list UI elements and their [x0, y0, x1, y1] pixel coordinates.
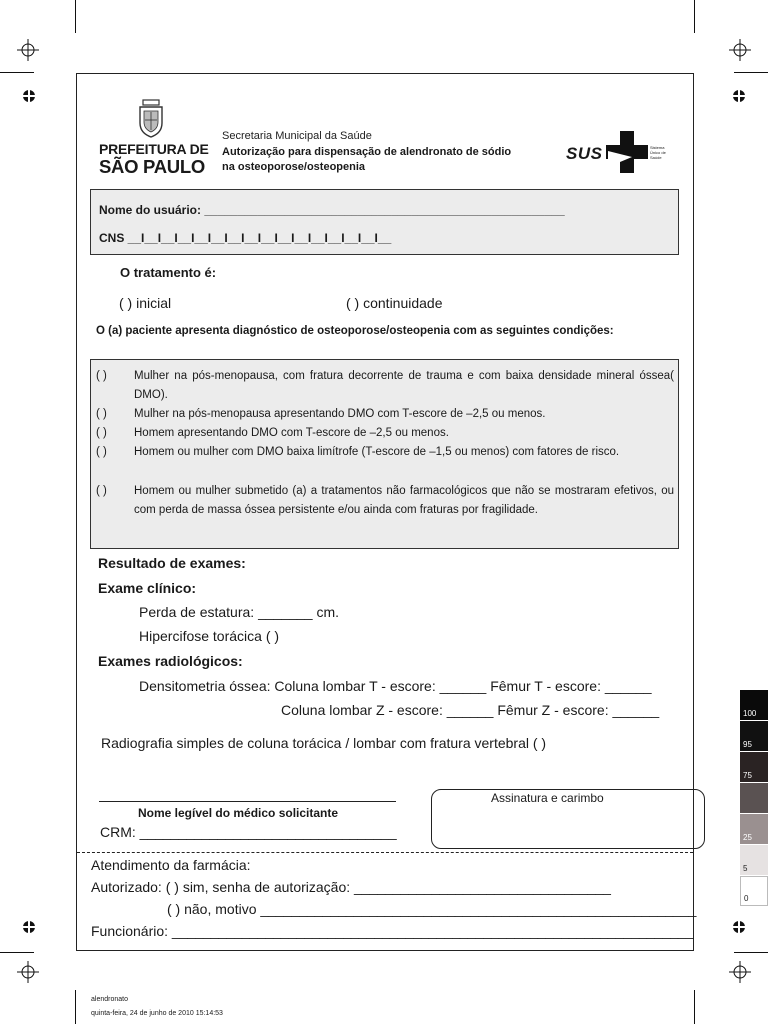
- condition-item[interactable]: [96, 482, 674, 520]
- crop-mark: [0, 72, 34, 73]
- treatment-continuity-option[interactable]: ( ) continuidade: [346, 295, 443, 311]
- height-loss-field[interactable]: Perda de estatura: _______ cm.: [139, 604, 340, 620]
- exam-results-heading: Resultado de exames:: [98, 555, 246, 571]
- condition-text: Mulher na pós-menopausa, com fratura decorrente de trauma e com baixa densidade mineral óssea( DMO).: [134, 370, 674, 401]
- color-scale-step: 75: [740, 752, 768, 782]
- clinical-exam-heading: Exame clínico:: [98, 580, 197, 596]
- authorized-no-field[interactable]: ( ) não, motivo ________________________________________________________: [167, 901, 697, 917]
- condition-checkbox[interactable]: ( ): [96, 446, 107, 458]
- signature-stamp-label: Assinatura e carimbo: [491, 791, 604, 805]
- condition-checkbox[interactable]: ( ): [96, 427, 107, 439]
- condition-text: Homem ou mulher com DMO baixa limítrofe (T-escore de –1,5 ou menos) com fatores de risco.: [134, 446, 620, 458]
- condition-checkbox[interactable]: ( ): [96, 408, 107, 420]
- crop-mark: [694, 990, 695, 1024]
- doctor-name-label: Nome legível do médico solicitante: [138, 806, 339, 820]
- footer-timestamp: quinta-feira, 24 de junho de 2010 15:14:53: [91, 1010, 223, 1017]
- sus-small-label: Sistema Único de Saúde: [650, 145, 666, 160]
- condition-item[interactable]: [96, 405, 674, 424]
- color-scale-step: [740, 783, 768, 813]
- densitometry-t-score-field[interactable]: Densitometria óssea: Coluna lombar T - escore: ______ Fêmur T - escore: ______: [139, 678, 652, 694]
- prefeitura-logo-line2: SÃO PAULO: [99, 156, 205, 177]
- footer-filename: alendronato: [91, 996, 128, 1003]
- patient-info-box: [90, 189, 679, 255]
- radiological-exam-heading: Exames radiológicos:: [98, 653, 243, 669]
- condition-item[interactable]: [96, 424, 674, 443]
- secretaria-label: Secretaria Municipal da Saúde: [222, 130, 372, 142]
- condition-text: Homem apresentando DMO com T-escore de –2,5 ou menos.: [134, 427, 449, 439]
- color-scale-step: 100: [740, 690, 768, 720]
- registration-mark-icon: [729, 961, 751, 983]
- registration-dot-icon: [733, 921, 745, 933]
- form-title-line1: Autorização para dispensação de alendronato de sódio: [222, 146, 512, 158]
- color-scale-step: 5: [740, 845, 768, 875]
- condition-text: Mulher na pós-menopausa apresentando DMO com T-escore de –2,5 ou menos.: [134, 408, 546, 420]
- color-scale-step: 25: [740, 814, 768, 844]
- color-scale-step: 0: [740, 876, 768, 906]
- patient-name-field[interactable]: Nome do usuário: ______________________________________________________: [99, 203, 565, 217]
- registration-dot-icon: [733, 90, 745, 102]
- registration-dot-icon: [23, 90, 35, 102]
- coat-of-arms-icon: [134, 99, 168, 139]
- crop-mark: [75, 0, 76, 33]
- condition-item[interactable]: [96, 443, 674, 462]
- crm-field[interactable]: CRM: _________________________________: [100, 824, 397, 840]
- densitometry-z-score-field[interactable]: Coluna lombar Z - escore: ______ Fêmur Z - escore: ______: [281, 702, 660, 718]
- prefeitura-logo-line1: PREFEITURA DE: [99, 141, 209, 157]
- cns-field[interactable]: CNS __I__I__I__I__I__I__I__I__I__I__I__I__I__I__I__: [99, 231, 392, 245]
- pharmacy-separator: [77, 852, 693, 853]
- kyphosis-field[interactable]: Hipercifose torácica ( ): [139, 628, 280, 644]
- crop-mark: [0, 952, 34, 953]
- condition-text: Homem ou mulher submetido (a) a tratamentos não farmacológicos que não se mostraram efetivos, ou com perda de massa óssea persistente e/ou ainda com fraturas por fragilidade.: [134, 485, 674, 516]
- pharmacy-heading: Atendimento da farmácia:: [91, 857, 251, 873]
- authorized-yes-field[interactable]: Autorizado: ( ) sim, senha de autorização: _________________________________: [91, 879, 611, 895]
- radiography-field[interactable]: Radiografia simples de coluna torácica / lombar com fratura vertebral ( ): [101, 735, 547, 751]
- condition-checkbox[interactable]: ( ): [96, 370, 107, 382]
- condition-checkbox[interactable]: ( ): [96, 485, 107, 497]
- diagnosis-heading: O (a) paciente apresenta diagnóstico de osteoporose/osteopenia com as seguintes condições:: [96, 325, 614, 337]
- crop-mark: [75, 990, 76, 1024]
- crop-mark: [734, 72, 768, 73]
- sus-cross-icon: [606, 131, 648, 173]
- form-title-line2: na osteoporose/osteopenia: [222, 161, 366, 173]
- registration-dot-icon: [23, 921, 35, 933]
- registration-mark-icon: [17, 39, 39, 61]
- sus-logo-text: SUS: [566, 144, 603, 163]
- treatment-initial-option[interactable]: ( ) inicial: [119, 295, 172, 311]
- registration-mark-icon: [729, 39, 751, 61]
- condition-item[interactable]: [96, 367, 674, 405]
- registration-mark-icon: [17, 961, 39, 983]
- crop-mark: [734, 952, 768, 953]
- employee-field[interactable]: Funcionário: ___________________________________________________________________: [91, 923, 694, 939]
- treatment-heading: O tratamento é:: [120, 265, 217, 280]
- color-scale-step: 95: [740, 721, 768, 751]
- crop-mark: [694, 0, 695, 33]
- doctor-name-line[interactable]: [99, 801, 396, 802]
